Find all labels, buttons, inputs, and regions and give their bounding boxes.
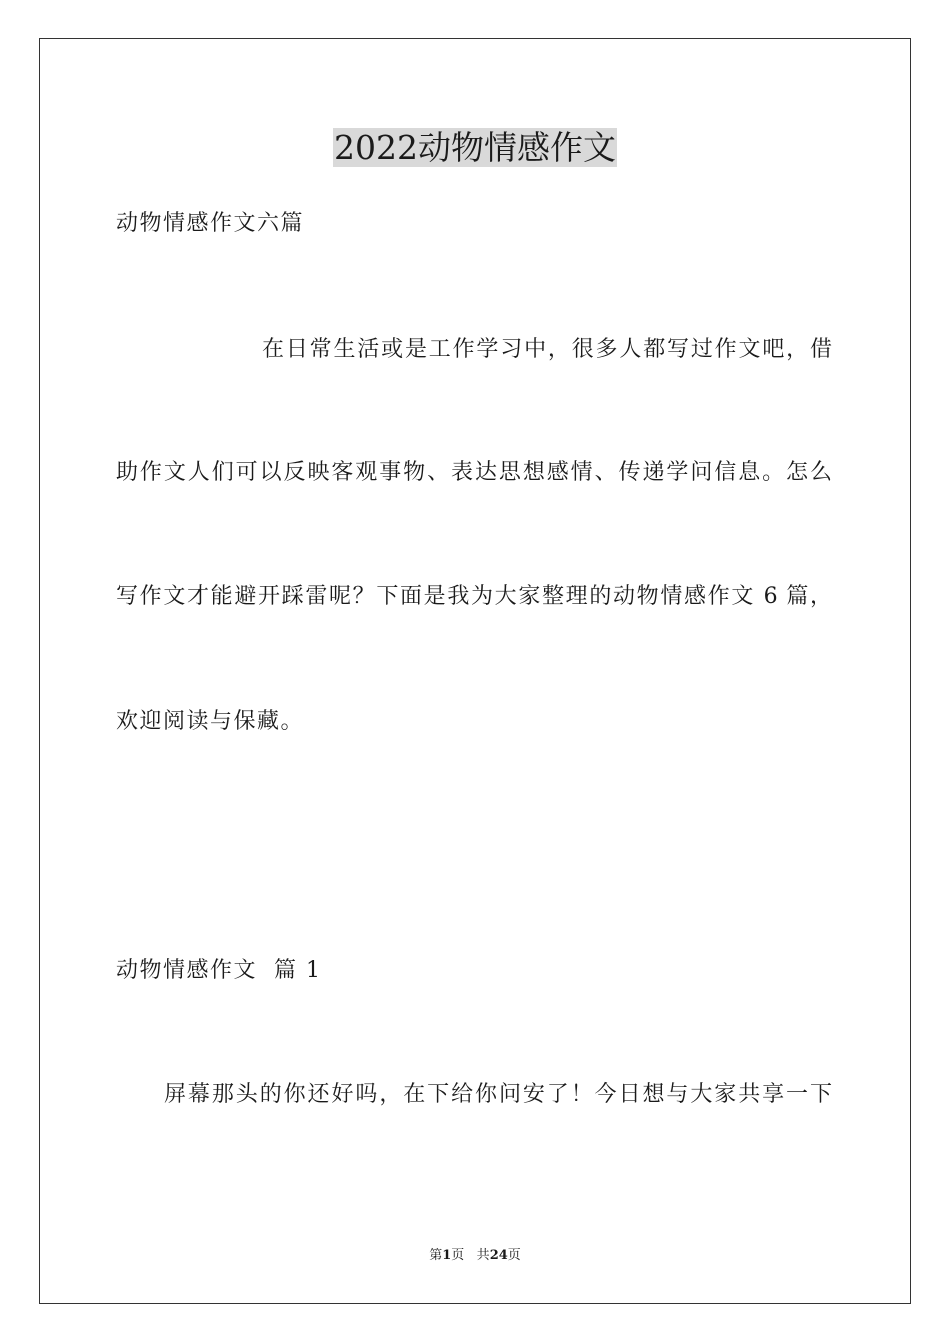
intro-line-1: 在日常生活或是工作学习中，很多人都写过作文吧，借 [262, 337, 832, 362]
section-line-1: 屏幕那头的你还好吗，在下给你问安了！今日想与大家共享一下 [164, 1082, 832, 1107]
section-heading: 动物情感作文 篇 1 [116, 958, 322, 983]
footer-total-unit: 页 [507, 1248, 521, 1263]
intro-line-4: 欢迎阅读与保藏。 [116, 709, 305, 734]
subtitle: 动物情感作文六篇 [116, 211, 305, 236]
footer-total-pages: 24 [489, 1248, 508, 1263]
intro-line-2: 助作文人们可以反映客观事物、表达思想感情、传递学问信息。怎么 [116, 460, 832, 485]
footer-page-unit: 页 [451, 1248, 465, 1263]
title-text: 2022动物情感作文 [334, 128, 616, 167]
page-footer [0, 1247, 950, 1265]
intro-line-3: 写作文才能避开踩雷呢？下面是我为大家整理的动物情感作文 6 篇， [116, 584, 832, 609]
footer-current-page: 1 [442, 1248, 452, 1263]
footer-prefix: 第 [429, 1248, 443, 1263]
footer-total-prefix: 共 [476, 1248, 490, 1263]
document-title [0, 126, 950, 170]
